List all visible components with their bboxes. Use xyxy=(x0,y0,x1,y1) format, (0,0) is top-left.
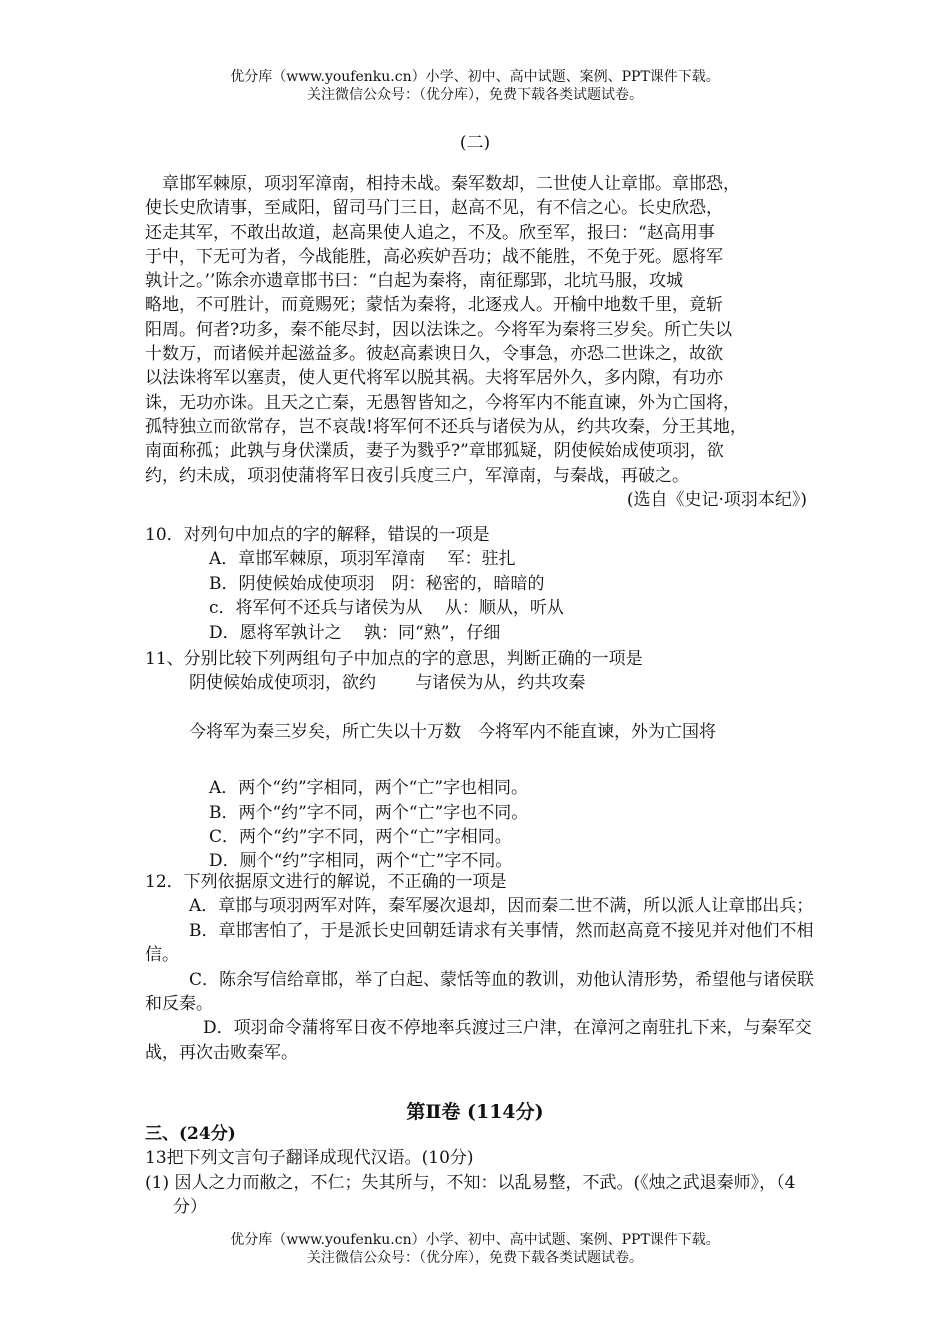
sentence-pair-1: 阴使候始成使项羽，欲约 与诸侯为从，约共攻秦 xyxy=(189,673,586,694)
option-a: A．章邯与项羽两军对阵，秦军屡次退却，因而秦二世不满，所以派人让章邯出兵； xyxy=(189,896,814,917)
passage-line: 章邯军棘原，项羽军漳南，相持未战。秦军数却，二世使人让章邯。章邯恐， xyxy=(145,174,740,194)
spacer xyxy=(145,744,815,776)
option-c: C．两个“约”字不同，两个“亡”字相同。 xyxy=(209,827,512,848)
passage-line: 南面称孤；此孰与身伏澲质，妻子为戮乎?”章邯狐疑，阴使候始成使项羽，欲 xyxy=(145,441,724,462)
section-heading: (二) xyxy=(459,133,491,153)
passage-line: 还走其军，不敢出故道，赵高果使人追之，不及。欣至军，报曰：“赵高用事 xyxy=(145,222,715,243)
passage-line: 孰计之。’’陈余亦遗章邯书曰：“白起为秦将，南征鄢郢，北坑马服，攻城 xyxy=(145,271,683,292)
footer-line-2: 关注微信公众号：（优分库），免费下载各类试题试卷。 xyxy=(307,1250,643,1266)
option-c: c．将军何不还兵与诸侯为从 从：顺从，听从 xyxy=(209,598,564,619)
section-label: 三、(24分) xyxy=(145,1124,236,1144)
option-a: A．章邯军棘原，项羽军漳南 军：驻扎 xyxy=(209,549,516,570)
page-footer xyxy=(0,1231,950,1267)
passage-line: 略地，不可胜计，而竟赐死；蒙恬为秦将，北逐戎人。开榆中地数千里，竟斩 xyxy=(145,295,723,316)
option-b: B．两个“约”字不同，两个“亡”字也不同。 xyxy=(209,802,529,823)
passage-line: 以法诛将军以塞责，使人更代将军以脱其祸。夫将军居外久，多内隙，有功亦 xyxy=(145,368,723,389)
option-d: D．厕个“约”字相同，两个“亡”字不同。 xyxy=(209,851,513,872)
question-stem: 10．对列句中加点的字的解释，错误的一项是 xyxy=(145,525,490,545)
question-11 xyxy=(145,647,815,874)
part-2-title: 第Ⅱ卷 (114分) xyxy=(406,1101,544,1123)
option-d: D．项羽命令蒲将军日夜不停地率兵渡过三户津，在漳河之南驻扎下来，与秦军交战，再次击败秦军。 xyxy=(145,1018,812,1063)
question-12 xyxy=(145,870,815,1065)
question-13-stem: 13把下列文言句子翻译成现代汉语。(10分) xyxy=(145,1148,474,1169)
classical-passage xyxy=(145,172,815,512)
passage-line: 孤特独立而欲常存，岂不哀哉!将军何不还兵与诸侯为从，约共攻秦，分王其地， xyxy=(145,416,747,437)
option-b: B．阴使候始成使项羽 阴：秘密的，暗暗的 xyxy=(209,573,545,594)
question-stem: 12．下列依据原文进行的解说，不正确的一项是 xyxy=(145,872,507,892)
passage-line: 约，约未成，项羽使蒲将军日夜引兵度三户，军漳南，与秦战，再破之。 xyxy=(145,465,689,486)
page-header xyxy=(0,68,950,104)
question-stem: 11、分别比较下列两组句子中加点的字的意思，判断正确的一项是 xyxy=(145,649,643,669)
passage-line: 阳周。何者?功多，秦不能尽封，因以法诛之。今将军为秦将三岁矣。所亡失以 xyxy=(145,319,733,340)
passage-line: 诛，无功亦诛。且天之亡秦，无愚智皆知之，今将军内不能直谏，外为亡国将， xyxy=(145,392,740,413)
option-a: A．两个“约”字相同，两个“亡”字也相同。 xyxy=(209,778,529,799)
question-10 xyxy=(145,523,815,645)
header-line-1: 优分库（www.youfenku.cn）小学、初中、高中试题、案例、PPT课件下载。 xyxy=(230,69,720,85)
passage-line: 使长史欣请事，至咸阳，留司马门三日，赵高不见，有不信之心。长史欣恐， xyxy=(145,198,723,219)
section-three xyxy=(145,1122,815,1220)
passage-line: 十数万，而诸候并起滋益多。彼赵高素谀日久，令事急，亦恐二世诛之，故欲 xyxy=(145,344,723,365)
sentence-pair-2: 今将军为秦三岁矣，所亡失以十万数 今将军内不能直谏，外为亡国将 xyxy=(189,721,716,742)
option-c: C．陈余写信给章邯，举了白起、蒙恬等血的教训，劝他认清形势，希望他与诸侯联和反秦。 xyxy=(145,969,815,1015)
question-13-item-1: (1) 因人之力而敝之，不仁；失其所与，不知：以乱易整，不武。(《烛之武退秦师》，（4分） xyxy=(145,1172,796,1218)
passage-line: 于中，下无可为者，今战能胜，高必疾妒吾功；战不能胜，不免于死。愿将军 xyxy=(145,246,723,267)
header-line-2: 关注微信公众号：（优分库），免费下载各类试题试卷。 xyxy=(307,87,643,103)
option-d: D．愿将军孰计之 孰：同“熟”，仔细 xyxy=(209,622,501,643)
passage-source: (选自《史记·项羽本纪》) xyxy=(626,489,807,510)
footer-line-1: 优分库（www.youfenku.cn）小学、初中、高中试题、案例、PPT课件下载。 xyxy=(230,1232,720,1248)
option-b: B．章邯害怕了，于是派长史回朝廷请求有关事情，然而赵高竟不接见并对他们不相信。 xyxy=(145,920,814,966)
